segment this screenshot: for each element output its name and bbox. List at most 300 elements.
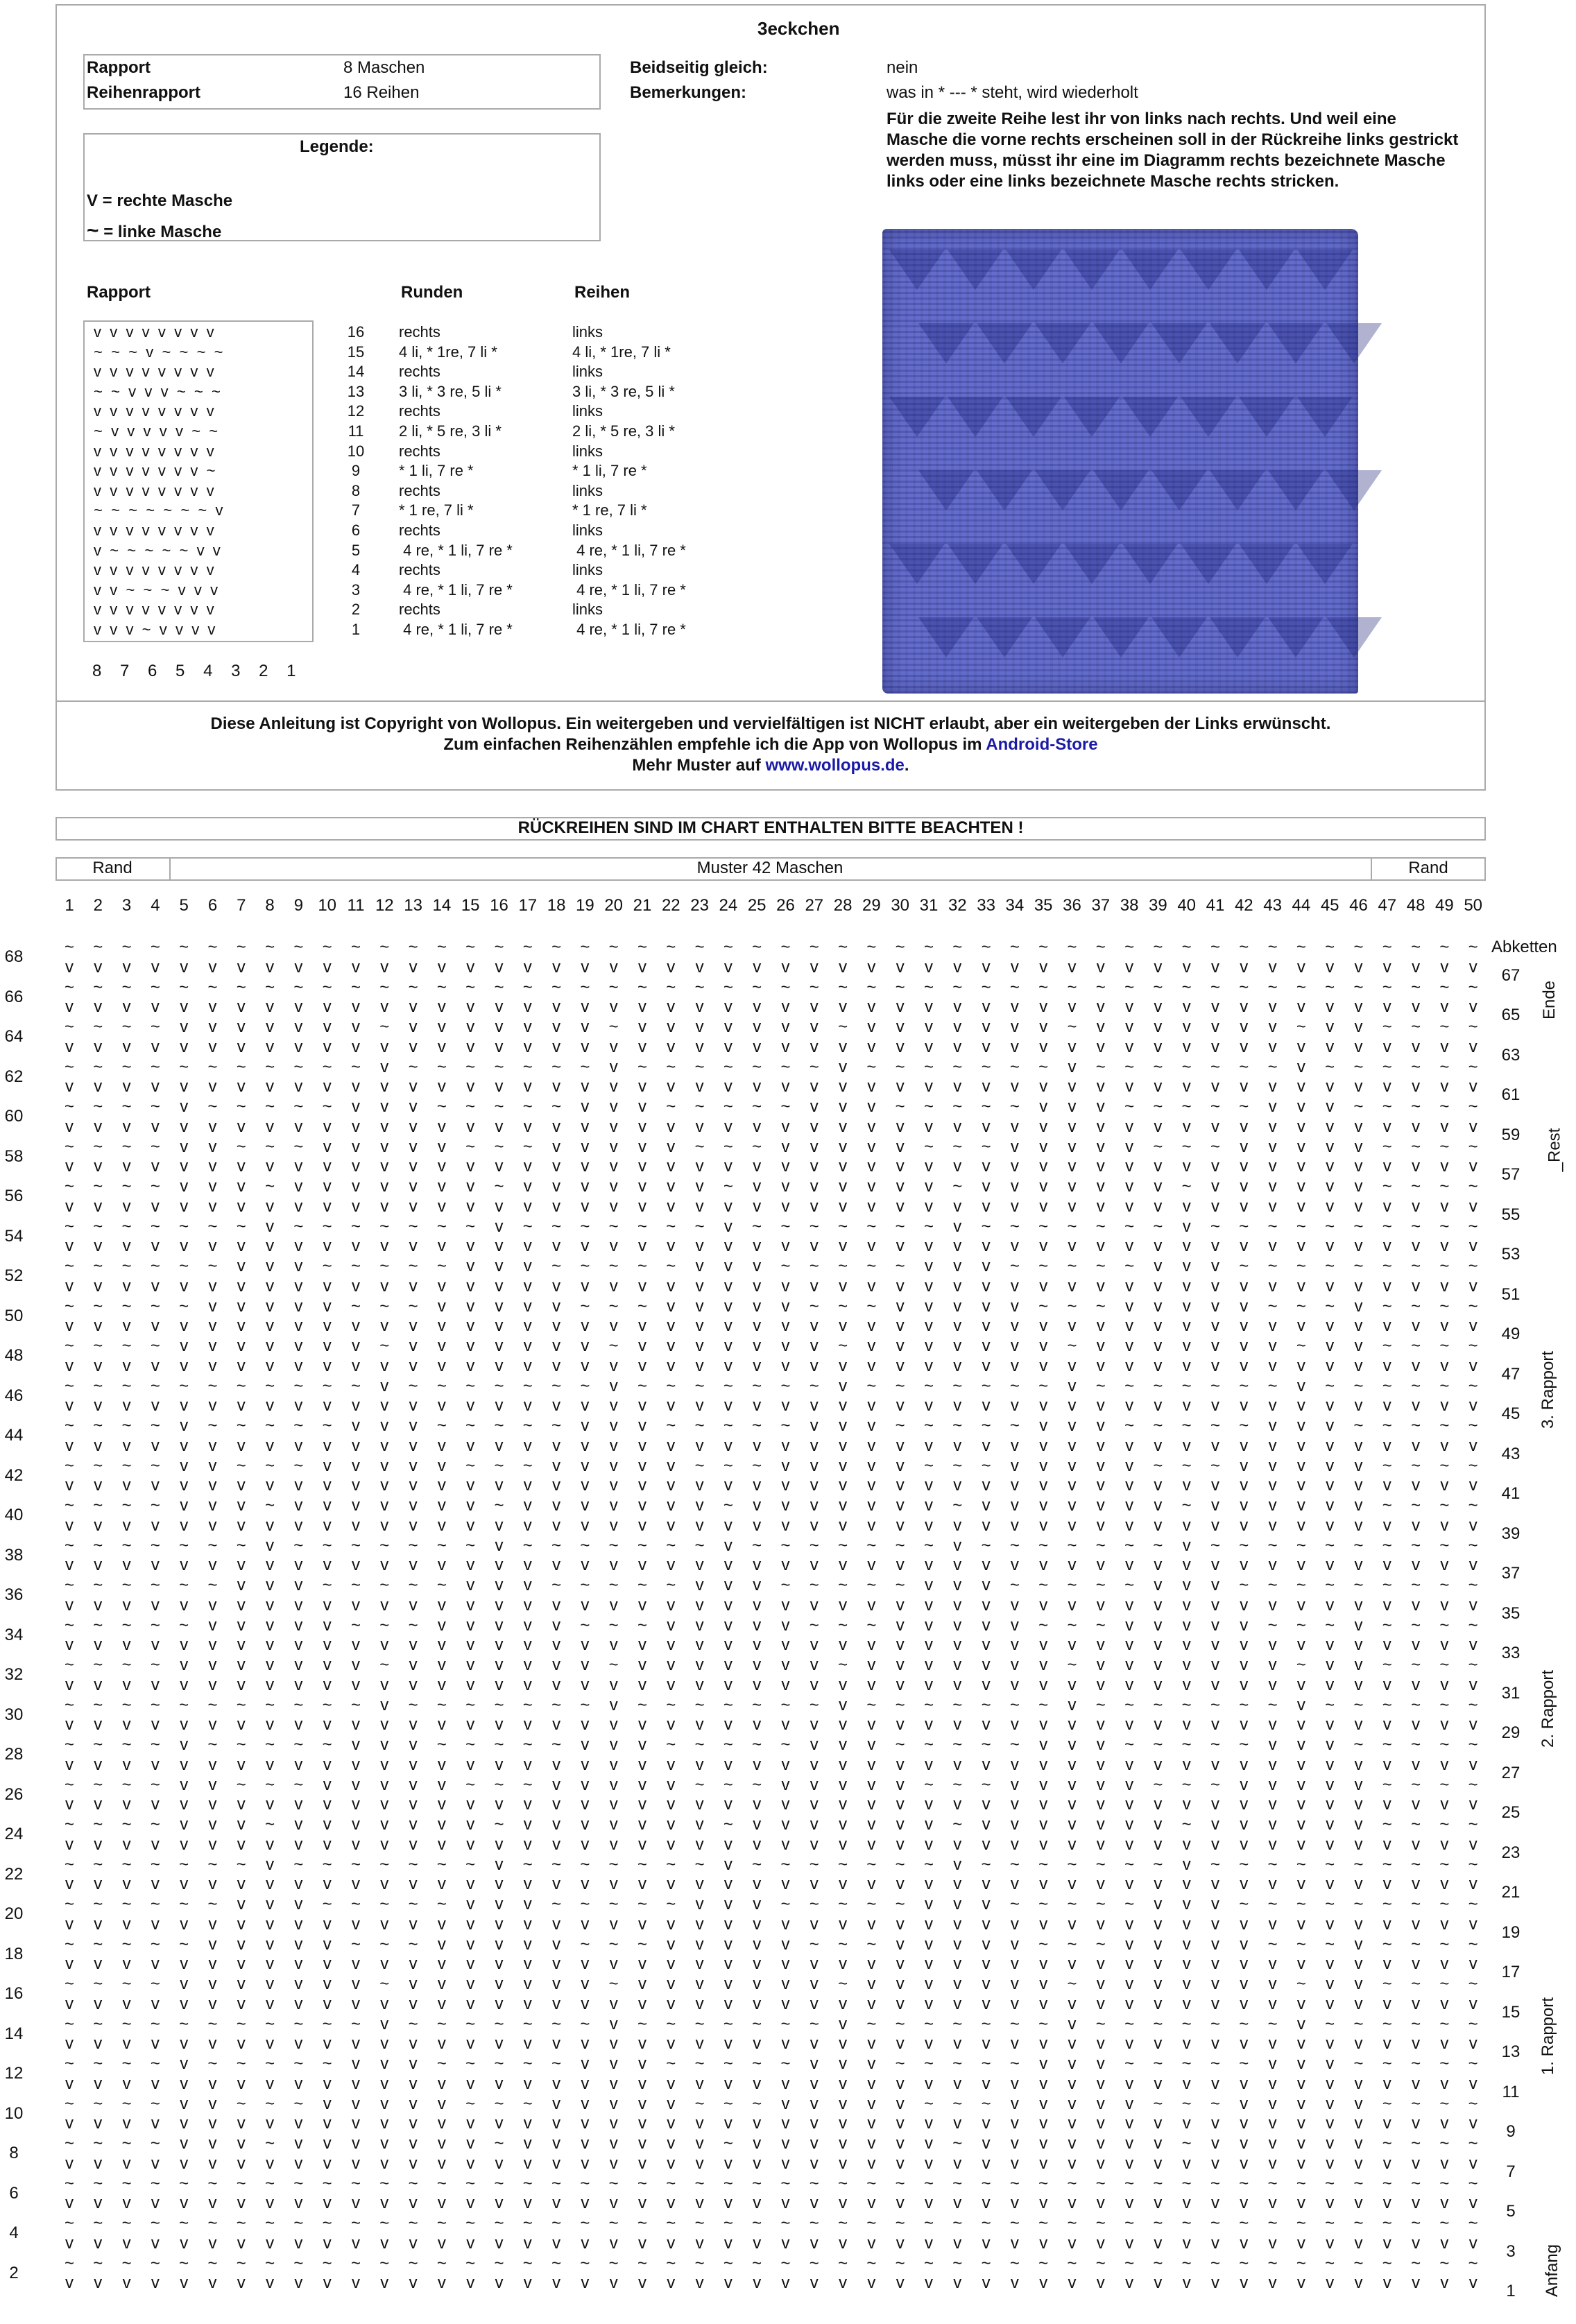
stitch-cell: v — [638, 2134, 646, 2153]
stitch-cell: ~ — [1468, 1576, 1478, 1594]
runden-instruction: rechts — [399, 601, 440, 619]
stitch-cell: v — [753, 2134, 762, 2153]
stitch-cell: ~ — [494, 2253, 504, 2273]
stitch-cell: v — [1240, 1775, 1249, 1794]
stitch-cell: v — [409, 2074, 418, 2093]
stitch-cell: ~ — [379, 1895, 390, 1913]
rapport-row-number: 9 — [351, 462, 361, 480]
stitch-cell: ~ — [436, 1895, 447, 1913]
stitch-cell: v — [1412, 1755, 1421, 1774]
stitch-cell: ~ — [551, 1535, 562, 1555]
stitch-cell: v — [896, 2074, 905, 2093]
stitch-cell: ~ — [838, 1655, 848, 1674]
stitch-cell: ~ — [121, 2014, 132, 2033]
stitch-cell: ~ — [809, 1576, 819, 1594]
stitch-cell: v — [781, 2114, 790, 2133]
stitch-cell: v — [609, 1097, 618, 1116]
stitch-cell: ~ — [1239, 1695, 1249, 1714]
stitch-cell: v — [409, 1974, 418, 1993]
stitch-cell: ~ — [1009, 977, 1020, 997]
stitch-cell: v — [1268, 1456, 1277, 1475]
stitch-cell: v — [839, 1137, 848, 1156]
stitch-cell: v — [781, 2094, 790, 2113]
stitch-cell: v — [1468, 1715, 1478, 1735]
stitch-cell: v — [1182, 2114, 1191, 2133]
stitch-cell: v — [352, 1755, 360, 1774]
stitch-cell: ~ — [1411, 2134, 1421, 2153]
stitch-cell: v — [409, 1994, 418, 2013]
stitch-cell: v — [1296, 1675, 1305, 1694]
stitch-cell: ~ — [838, 1615, 848, 1635]
stitch-cell: v — [896, 2273, 905, 2293]
stitch-cell: v — [1382, 1675, 1391, 1694]
stitch-cell: ~ — [866, 1376, 877, 1395]
stitch-cell: v — [466, 997, 475, 1017]
stitch-cell: ~ — [1210, 1854, 1220, 1874]
stitch-cell: v — [723, 1994, 733, 2013]
stitch-cell: v — [810, 1476, 819, 1495]
stitch-cell: v — [896, 1615, 905, 1635]
stitch-cell: v — [523, 1595, 532, 1615]
stitch-cell: v — [94, 1077, 103, 1096]
stitch-cell: ~ — [236, 1097, 246, 1116]
stitch-cell: v — [1296, 1595, 1305, 1615]
stitch-cell: ~ — [121, 2054, 132, 2073]
stitch-cell: v — [409, 1396, 418, 1415]
stitch-cell: ~ — [150, 1017, 160, 1036]
stitch-cell: v — [1440, 1515, 1449, 1535]
stitch-cell: ~ — [809, 977, 819, 997]
row-number: 57 — [1501, 1165, 1521, 1185]
row-number: 10 — [4, 2103, 24, 2123]
stitch-cell: ~ — [666, 1735, 676, 1754]
stitch-cell: ~ — [322, 1695, 332, 1714]
stitch-cell: v — [810, 1556, 819, 1575]
stitch-cell: v — [523, 2273, 532, 2293]
stitch-cell: v — [925, 1954, 933, 1974]
stitch-cell: ~ — [895, 2253, 905, 2273]
stitch-cell: v — [1440, 1994, 1449, 2013]
stitch-cell: ~ — [494, 1376, 504, 1395]
stitch-cell: v — [523, 1834, 532, 1854]
stitch-cell: ~ — [1382, 2134, 1392, 2153]
stitch-cell: v — [1068, 1436, 1077, 1455]
stitch-cell: v — [1211, 2273, 1219, 2293]
stitch-cell: v — [1268, 1356, 1277, 1375]
stitch-cell: v — [810, 1914, 819, 1934]
stitch-cell: v — [925, 1017, 933, 1036]
stitch-cell: ~ — [436, 1216, 447, 1236]
stitch-cell: v — [1125, 1396, 1134, 1415]
stitch-cell: ~ — [1267, 1615, 1278, 1635]
stitch-cell: v — [753, 997, 762, 1017]
stitch-cell: v — [1125, 1456, 1134, 1475]
stitch-cell: v — [1182, 1994, 1191, 2013]
stitch-cell: v — [1382, 957, 1391, 976]
stitch-cell: v — [1211, 1017, 1219, 1036]
stitch-cell: ~ — [694, 1416, 705, 1435]
stitch-cell: v — [466, 1834, 475, 1854]
stitch-cell: v — [638, 1416, 646, 1435]
stitch-cell: ~ — [1325, 2014, 1335, 2033]
stitch-cell: v — [1211, 1316, 1219, 1336]
stitch-cell: v — [609, 1316, 618, 1336]
stitch-cell: ~ — [150, 2094, 160, 2113]
stitch-cell: ~ — [322, 2214, 332, 2232]
stitch-cell: ~ — [293, 1216, 304, 1236]
stitch-cell: ~ — [1210, 2094, 1220, 2113]
stitch-cell: ~ — [809, 1934, 819, 1954]
stitch-cell: v — [180, 1436, 189, 1455]
stitch-cell: ~ — [150, 1336, 160, 1355]
stitch-cell: v — [180, 1196, 189, 1216]
stitch-cell: v — [810, 2153, 819, 2173]
row-number: 12 — [4, 2064, 24, 2083]
stitch-cell: v — [609, 1057, 618, 1076]
stitch-cell: v — [1382, 1755, 1391, 1774]
stitch-cell: v — [151, 1157, 160, 1176]
stitch-cell: v — [753, 1795, 762, 1814]
stitch-cell: v — [1240, 2134, 1249, 2153]
stitch-cell: v — [180, 1137, 189, 1156]
stitch-cell: v — [609, 1196, 618, 1216]
stitch-cell: v — [466, 1496, 475, 1515]
stitch-cell: v — [953, 1834, 962, 1854]
stitch-cell: v — [1382, 2034, 1391, 2054]
stitch-cell: v — [1154, 1356, 1163, 1375]
swatch-triangle — [1326, 617, 1382, 657]
stitch-cell: ~ — [952, 1815, 963, 1834]
stitch-cell: v — [352, 2114, 360, 2133]
stitch-cell: v — [781, 1914, 790, 1934]
rapport-label: Rapport — [87, 58, 151, 77]
stitch-cell: v — [1039, 1556, 1048, 1575]
stitch-cell: v — [1412, 2233, 1421, 2253]
stitch-cell: v — [1039, 1117, 1048, 1136]
stitch-cell: v — [1182, 1296, 1191, 1316]
stitch-cell: ~ — [121, 1655, 132, 1674]
stitch-cell: v — [237, 1396, 246, 1415]
stitch-cell: v — [1412, 1875, 1421, 1894]
stitch-cell: v — [552, 1715, 561, 1735]
stitch-cell: v — [1182, 1257, 1191, 1275]
stitch-cell: ~ — [694, 1097, 705, 1116]
stitch-cell: v — [208, 1595, 217, 1615]
stitch-cell: ~ — [436, 1416, 447, 1435]
column-number: 41 — [1206, 896, 1225, 915]
stitch-cell: v — [1468, 1396, 1478, 1415]
stitch-cell: ~ — [895, 1257, 905, 1275]
stitch-cell: v — [723, 1655, 733, 1674]
stitch-cell: ~ — [1153, 1416, 1163, 1435]
stitch-cell: v — [1382, 2153, 1391, 2173]
stitch-cell: v — [352, 1635, 360, 1655]
stitch-cell: v — [867, 2273, 876, 2293]
row-number: 35 — [1501, 1603, 1521, 1623]
stitch-cell: v — [695, 1875, 704, 1894]
stitch-cell: ~ — [522, 2174, 533, 2193]
stitch-cell: v — [1125, 2273, 1134, 2293]
stitch-cell: ~ — [952, 2134, 963, 2153]
stitch-cell: v — [1039, 1196, 1048, 1216]
stitch-cell: ~ — [694, 1854, 705, 1874]
stitch-cell: v — [1268, 997, 1277, 1017]
stitch-cell: v — [1182, 2233, 1191, 2253]
stitch-cell: ~ — [1411, 2214, 1421, 2232]
row-number: 59 — [1501, 1125, 1521, 1144]
stitch-cell: v — [581, 2194, 590, 2213]
stitch-cell: ~ — [93, 1615, 103, 1635]
stitch-cell: v — [294, 1017, 303, 1036]
stitch-cell: v — [896, 1715, 905, 1735]
stitch-cell: v — [781, 2194, 790, 2213]
stitch-cell: v — [266, 1576, 275, 1594]
stitch-cell: v — [695, 1556, 704, 1575]
stitch-cell: v — [352, 1675, 360, 1694]
stitch-cell: ~ — [465, 2214, 476, 2232]
stitch-cell: ~ — [1468, 2174, 1478, 2193]
row-number: 6 — [9, 2183, 19, 2203]
stitch-cell: v — [208, 2134, 217, 2153]
stitch-cell: v — [1382, 2233, 1391, 2253]
stitch-cell: ~ — [1124, 2014, 1135, 2033]
stitch-cell: v — [867, 1556, 876, 1575]
stitch-cell: v — [466, 1515, 475, 1535]
row-number: 22 — [4, 1864, 24, 1884]
stitch-cell: v — [1096, 1117, 1105, 1136]
stitch-cell: v — [552, 2034, 561, 2054]
stitch-cell: ~ — [780, 2253, 791, 2273]
stitch-cell: ~ — [752, 1456, 762, 1475]
stitch-cell: v — [1296, 1515, 1305, 1535]
stitch-cell: v — [1182, 1436, 1191, 1455]
stitch-cell: v — [523, 1117, 532, 1136]
stitch-cell: ~ — [436, 1735, 447, 1754]
stitch-cell: ~ — [1095, 2253, 1106, 2273]
stitch-cell: v — [1354, 1077, 1363, 1096]
stitch-cell: v — [380, 2114, 389, 2133]
stitch-cell: v — [523, 1914, 532, 1934]
stitch-cell: v — [638, 1795, 646, 1814]
stitch-cell: v — [151, 1795, 160, 1814]
stitch-cell: v — [266, 1117, 275, 1136]
column-number: 47 — [1378, 896, 1397, 915]
stitch-cell: v — [1326, 2273, 1335, 2293]
stitch-cell: v — [1326, 1356, 1335, 1375]
stitch-cell: ~ — [723, 1735, 733, 1754]
stitch-cell: v — [266, 2114, 275, 2133]
stitch-cell: v — [1382, 1196, 1391, 1216]
column-number: 48 — [1406, 896, 1425, 915]
stitch-cell: v — [237, 1715, 246, 1735]
android-store-link[interactable]: Android-Store — [986, 735, 1098, 754]
stitch-cell: v — [1240, 1914, 1249, 1934]
row-number: 34 — [4, 1625, 24, 1644]
stitch-cell: ~ — [752, 1695, 762, 1714]
stitch-cell: v — [695, 1356, 704, 1375]
stitch-cell: v — [839, 2094, 848, 2113]
stitch-cell: v — [208, 1356, 217, 1375]
stitch-cell: v — [953, 2074, 962, 2093]
stitch-cell: v — [1211, 1914, 1219, 1934]
stitch-cell: v — [867, 1914, 876, 1934]
stitch-cell: v — [1326, 1436, 1335, 1455]
stitch-cell: v — [1354, 1496, 1363, 1515]
stitch-cell: v — [695, 1715, 704, 1735]
stitch-cell: v — [1154, 1795, 1163, 1814]
stitch-cell: v — [437, 1615, 446, 1635]
stitch-cell: ~ — [608, 1017, 619, 1036]
stitch-cell: v — [1354, 1356, 1363, 1375]
stitch-cell: ~ — [121, 1057, 132, 1076]
stitch-cell: v — [1354, 1655, 1363, 1674]
stitch-cell: ~ — [350, 1535, 361, 1555]
stitch-cell: ~ — [121, 1017, 132, 1036]
stitch-cell: v — [237, 1257, 246, 1275]
stitch-cell: v — [1412, 2114, 1421, 2133]
stitch-cell: v — [523, 1436, 532, 1455]
stitch-cell: v — [1268, 1994, 1277, 2013]
stitch-cell: ~ — [322, 1735, 332, 1754]
row-number: 51 — [1501, 1284, 1521, 1304]
stitch-cell: ~ — [1095, 938, 1106, 956]
stitch-cell: ~ — [694, 2094, 705, 2113]
stitch-cell: v — [581, 2153, 590, 2173]
stitch-cell: v — [151, 2194, 160, 2213]
reihen-instruction: * 1 re, 7 li * — [572, 501, 647, 519]
stitch-cell: v — [1211, 2114, 1219, 2133]
stitch-cell: ~ — [179, 2253, 189, 2273]
reihen-instruction: 2 li, * 5 re, 3 li * — [572, 422, 675, 440]
stitch-cell: ~ — [1468, 1934, 1478, 1954]
stitch-cell: ~ — [608, 977, 619, 997]
stitch-cell: v — [1182, 1157, 1191, 1176]
stitch-cell: v — [1412, 1515, 1421, 1535]
stitch-cell: ~ — [694, 1735, 705, 1754]
stitch-cell: ~ — [236, 1775, 246, 1794]
stitch-cell: ~ — [150, 1974, 160, 1993]
stitch-cell: v — [1296, 1436, 1305, 1455]
stitch-cell: v — [208, 1914, 217, 1934]
stitch-cell: v — [1211, 1675, 1219, 1694]
stitch-cell: ~ — [838, 1974, 848, 1993]
stitch-cell: v — [839, 1057, 848, 1076]
column-number: 25 — [747, 896, 766, 915]
stitch-cell: v — [896, 1994, 905, 2013]
stitch-cell: v — [65, 1196, 74, 1216]
stitch-cell: v — [1354, 2134, 1363, 2153]
row-number: 52 — [4, 1266, 24, 1285]
stitch-cell: v — [1068, 1635, 1077, 1655]
stitch-cell: ~ — [551, 938, 562, 956]
stitch-cell: v — [1068, 1037, 1077, 1056]
stitch-cell: ~ — [694, 1535, 705, 1555]
stitch-cell: ~ — [1067, 1336, 1077, 1355]
stitch-cell: v — [982, 2134, 991, 2153]
stitch-cell: v — [1296, 2194, 1305, 2213]
stitch-cell: v — [1268, 1077, 1277, 1096]
stitch-cell: ~ — [1296, 938, 1306, 956]
stitch-cell: v — [638, 1496, 646, 1515]
stitch-cell: v — [1211, 2233, 1219, 2253]
stitch-cell: ~ — [981, 2054, 991, 2073]
stitch-cell: ~ — [923, 1775, 934, 1794]
stitch-cell: v — [753, 1834, 762, 1854]
rapport-grid-row: v ~ ~ ~ ~ ~ v v — [94, 541, 221, 559]
stitch-cell: v — [65, 1954, 74, 1974]
stitch-cell: v — [352, 1914, 360, 1934]
stitch-cell: ~ — [1353, 1576, 1364, 1594]
stitch-cell: ~ — [1296, 1974, 1306, 1993]
stitch-cell: v — [925, 1595, 933, 1615]
stitch-cell: v — [638, 1276, 646, 1296]
stitch-cell: v — [581, 1834, 590, 1854]
stitch-cell: ~ — [293, 1057, 304, 1076]
stitch-cell: v — [1182, 1655, 1191, 1674]
stitch-cell: v — [1468, 1276, 1478, 1296]
stitch-cell: v — [896, 1316, 905, 1336]
stitch-cell: v — [1068, 1416, 1077, 1435]
stitch-cell: ~ — [236, 2253, 246, 2273]
row-number: 31 — [1501, 1683, 1521, 1703]
stitch-cell: ~ — [1210, 1137, 1220, 1156]
stitch-cell: v — [1068, 1715, 1077, 1735]
stitch-cell: v — [1412, 957, 1421, 976]
stitch-cell: v — [581, 1775, 590, 1794]
stitch-cell: v — [122, 1196, 131, 1216]
stitch-cell: v — [638, 1974, 646, 1993]
stitch-cell: v — [323, 2114, 332, 2133]
stitch-cell: ~ — [637, 2014, 647, 2033]
stitch-cell: v — [380, 1994, 389, 2013]
stitch-cell: v — [1182, 1795, 1191, 1814]
stitch-cell: v — [810, 1775, 819, 1794]
stitch-cell: v — [609, 1037, 618, 1056]
wollopus-link[interactable]: www.wollopus.de — [765, 756, 905, 775]
column-number: 14 — [432, 896, 452, 915]
stitch-cell: ~ — [1038, 1576, 1049, 1594]
stitch-cell: v — [695, 1974, 704, 1993]
stitch-cell: v — [1010, 1815, 1019, 1834]
stitch-cell: ~ — [1124, 1057, 1135, 1076]
stitch-cell: ~ — [350, 2174, 361, 2193]
stitch-cell: v — [1096, 1735, 1105, 1754]
stitch-cell: v — [266, 1675, 275, 1694]
stitch-cell: ~ — [408, 1695, 418, 1714]
stitch-cell: ~ — [1468, 1615, 1478, 1635]
stitch-cell: v — [466, 1316, 475, 1336]
stitch-cell: v — [1039, 1974, 1048, 1993]
stitch-cell: v — [1068, 1177, 1077, 1196]
stitch-cell: v — [266, 1974, 275, 1993]
stitch-cell: v — [1096, 1336, 1105, 1355]
stitch-cell: v — [437, 1954, 446, 1974]
stitch-cell: v — [1268, 1556, 1277, 1575]
stitch-cell: v — [1039, 2153, 1048, 2173]
stitch-cell: v — [380, 1476, 389, 1495]
stitch-cell: v — [409, 1775, 418, 1794]
stitch-cell: ~ — [1296, 1934, 1306, 1954]
stitch-cell: v — [1468, 1515, 1478, 1535]
stitch-cell: v — [180, 1496, 189, 1515]
stitch-cell: v — [1412, 997, 1421, 1017]
stitch-cell: v — [552, 2233, 561, 2253]
stitch-cell: ~ — [1009, 1097, 1020, 1116]
stitch-cell: v — [1039, 1356, 1048, 1375]
stitch-cell: v — [1096, 1356, 1105, 1375]
stitch-cell: v — [409, 1635, 418, 1655]
stitch-cell: v — [180, 1476, 189, 1495]
